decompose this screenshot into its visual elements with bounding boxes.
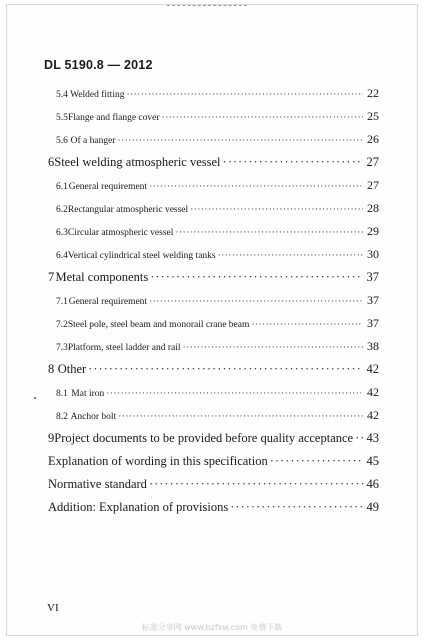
toc-entry-page: 28 <box>367 201 379 215</box>
dot-leader <box>126 84 363 107</box>
toc-entry-title: Circular atmospheric vessel <box>67 228 174 238</box>
toc-entry-title: General requirement <box>68 297 148 307</box>
toc-entry-page: 42 <box>366 362 379 376</box>
toc-entry[interactable] <box>42 243 379 266</box>
toc-entry-title: Platform, steel ladder and rail <box>67 343 181 353</box>
toc-entry-number: 8.1 <box>56 389 68 399</box>
toc-entry-page: 49 <box>366 500 379 514</box>
toc-entry-page: 22 <box>367 86 379 100</box>
table-of-contents <box>42 82 379 519</box>
dot-leader <box>106 383 363 406</box>
dot-leader <box>149 473 363 496</box>
dot-leader <box>162 107 363 130</box>
toc-entry[interactable] <box>42 105 379 128</box>
toc-entry[interactable] <box>42 128 379 151</box>
toc-entry[interactable] <box>42 496 379 519</box>
dot-leader <box>270 450 363 473</box>
toc-entry-number: 7.3 <box>56 343 68 353</box>
toc-entry-title: Rectangular atmospheric vessel <box>67 205 189 215</box>
toc-entry-page: 27 <box>367 178 379 192</box>
toc-entry-number: 6.2 <box>56 205 68 215</box>
toc-entry-number: 6.4 <box>56 251 68 261</box>
toc-entry-title: Other <box>57 362 87 376</box>
toc-entry-title: Explanation of wording in this specification <box>48 454 268 468</box>
toc-entry-page: 43 <box>366 431 379 445</box>
toc-entry-title: Normative standard <box>48 477 147 491</box>
toc-entry-title: Mat iron <box>71 389 105 399</box>
toc-entry-title: Steel pole, steel beam and monorail crane beam <box>67 320 250 330</box>
dot-leader <box>230 496 363 519</box>
toc-entry-number: 7.1 <box>56 297 68 307</box>
toc-entry-page: 26 <box>367 132 379 146</box>
toc-entry[interactable] <box>42 473 379 496</box>
toc-entry[interactable] <box>42 404 379 427</box>
toc-entry-page: 46 <box>366 477 379 491</box>
dot-leader <box>149 176 363 199</box>
toc-entry[interactable] <box>42 220 379 243</box>
toc-entry[interactable] <box>42 312 379 335</box>
dot-leader <box>88 358 363 381</box>
toc-entry[interactable] <box>42 358 379 381</box>
dot-leader <box>149 291 363 314</box>
toc-entry-title: Project documents to be provided before quality acceptance <box>54 431 354 445</box>
toc-entry[interactable] <box>42 197 379 220</box>
toc-entry-title: Welded fitting <box>70 90 125 100</box>
toc-entry-number: 7 <box>48 270 55 284</box>
page-footer-number: VI <box>47 602 59 614</box>
toc-entry-title: General requirement <box>68 182 148 192</box>
dot-leader <box>355 427 363 450</box>
toc-entry-page: 27 <box>366 155 379 169</box>
scan-speck <box>34 397 36 399</box>
toc-entry-page: 37 <box>367 316 379 330</box>
toc-entry-page: 42 <box>367 408 379 422</box>
toc-entry-number: 9 <box>48 431 55 445</box>
toc-entry-page: 29 <box>367 224 379 238</box>
toc-entry[interactable] <box>42 174 379 197</box>
toc-entry-page: 25 <box>367 109 379 123</box>
dot-leader <box>251 314 363 337</box>
site-watermark: 标准分享网 www.bzfxw.com 免费下载 <box>141 623 283 632</box>
toc-entry-title: Of a hanger <box>70 136 116 146</box>
toc-entry-number: 8 <box>48 362 55 376</box>
toc-entry-title: Vertical cylindrical steel welding tanks <box>67 251 216 261</box>
dot-leader <box>150 266 363 289</box>
toc-entry-number: 6 <box>48 155 55 169</box>
toc-entry[interactable] <box>42 335 379 358</box>
toc-entry-number: 6.1 <box>56 182 68 192</box>
toc-entry-number: 7.2 <box>56 320 68 330</box>
toc-entry-page: 45 <box>366 454 379 468</box>
toc-entry-title: Steel welding atmospheric vessel <box>54 155 221 169</box>
toc-entry-page: 37 <box>366 270 379 284</box>
toc-entry-page: 30 <box>367 247 379 261</box>
toc-entry-number: 8.2 <box>56 412 68 422</box>
dot-leader <box>190 199 363 222</box>
toc-entry-page: 37 <box>367 293 379 307</box>
standard-code-header: DL 5190.8 — 2012 <box>44 58 153 72</box>
toc-entry-page: 38 <box>367 339 379 353</box>
toc-entry-number: 5.5 <box>56 113 68 123</box>
dot-leader <box>118 406 363 429</box>
dot-leader <box>175 222 363 245</box>
toc-entry[interactable] <box>42 266 379 289</box>
dot-leader <box>218 245 363 268</box>
toc-entry[interactable] <box>42 427 379 450</box>
toc-entry-title: Anchor bolt <box>70 412 117 422</box>
toc-entry-title: Addition: Explanation of provisions <box>48 500 229 514</box>
toc-entry[interactable] <box>42 289 379 312</box>
toc-entry[interactable] <box>42 151 379 174</box>
toc-entry[interactable] <box>42 450 379 473</box>
dot-leader <box>183 337 363 360</box>
toc-entry-number: 5.4 <box>56 90 68 100</box>
toc-entry[interactable] <box>42 82 379 105</box>
toc-entry-page: 42 <box>367 385 379 399</box>
dot-leader <box>223 151 363 174</box>
toc-entry-number: 6.3 <box>56 228 68 238</box>
toc-entry-number: 5.6 <box>56 136 68 146</box>
dot-leader <box>117 130 363 153</box>
toc-entry[interactable] <box>42 381 379 404</box>
toc-entry-title: Flange and flange cover <box>68 113 160 123</box>
scan-edge-mark <box>167 5 247 8</box>
toc-entry-title: Metal components <box>55 270 149 284</box>
